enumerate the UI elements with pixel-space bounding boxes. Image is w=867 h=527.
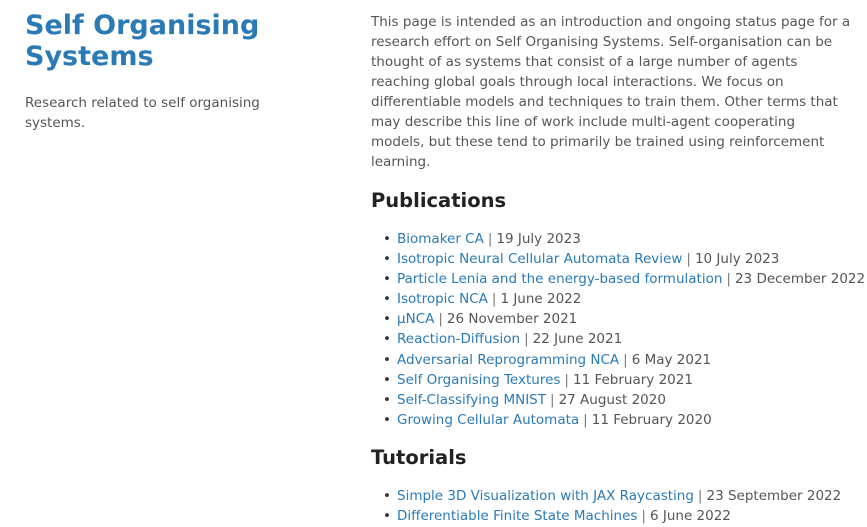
- tutorial-date: 23 September 2022: [706, 487, 842, 504]
- publication-date: 23 December 2022: [734, 271, 866, 288]
- sidebar: [25, 10, 275, 133]
- bullet-icon: •: [383, 371, 391, 388]
- publication-link[interactable]: μNCA: [397, 311, 435, 328]
- separator: |: [491, 291, 497, 308]
- bullet-icon: •: [383, 291, 391, 308]
- publication-item: [383, 249, 851, 269]
- tutorial-link[interactable]: Simple 3D Visualization with JAX Raycasting: [397, 487, 694, 504]
- separator: |: [550, 391, 555, 408]
- separator: |: [623, 351, 628, 368]
- publication-item: [383, 309, 851, 329]
- publication-date: 1 June 2022: [500, 291, 582, 308]
- site-description: Research related to self organising systems.: [25, 95, 260, 131]
- publication-date: 6 May 2021: [631, 351, 712, 368]
- separator: |: [686, 251, 691, 268]
- publication-item: [383, 350, 851, 370]
- publication-link[interactable]: Adversarial Reprogramming NCA: [397, 351, 620, 368]
- intro-paragraph: This page is intended as an introduction and ongoing status page for a research effort on Self Organising Systems. Self-organisation can be thought of as systems that consist of a large number of agents reaching global goals through local interactions. We focus on differentiable models and techniques to train them. Other terms that may describe this line of work include multi-agent cooperating models, but these tend to primarily be trained using reinforcement learning.: [371, 14, 851, 170]
- bullet-icon: •: [383, 391, 391, 408]
- tutorial-link[interactable]: Differentiable Finite State Machines: [397, 508, 638, 525]
- publication-item: [383, 329, 851, 349]
- separator: |: [726, 271, 731, 288]
- site-title[interactable]: Self Organising Systems: [25, 10, 260, 72]
- bullet-icon: •: [383, 351, 391, 368]
- separator: |: [564, 371, 569, 388]
- tutorials-list: [371, 486, 851, 526]
- separator: |: [583, 411, 588, 428]
- tutorials-heading: Tutorials: [371, 445, 467, 469]
- main-content: [371, 12, 866, 526]
- publication-item: [383, 390, 851, 410]
- publication-date: 11 February 2020: [591, 411, 712, 428]
- publications-heading: Publications: [371, 189, 507, 212]
- publication-date: 19 July 2023: [496, 231, 581, 247]
- tutorial-date: 6 June 2022: [649, 508, 731, 525]
- bullet-icon: •: [383, 231, 391, 247]
- tutorial-item: [383, 506, 851, 526]
- publication-link[interactable]: Biomaker CA: [397, 231, 484, 247]
- publication-date: 10 July 2023: [694, 251, 780, 268]
- bullet-icon: •: [383, 251, 391, 268]
- publication-link[interactable]: Isotropic NCA: [397, 291, 488, 308]
- publication-item: [383, 410, 851, 430]
- separator: |: [641, 508, 646, 525]
- bullet-icon: •: [383, 411, 391, 428]
- publication-date: 22 June 2021: [532, 331, 623, 348]
- publication-item: [383, 269, 866, 289]
- publication-link[interactable]: Growing Cellular Automata: [397, 411, 580, 428]
- tutorial-item: [383, 486, 851, 506]
- publication-item: [383, 229, 851, 249]
- publication-link[interactable]: Reaction-Diffusion: [397, 331, 521, 348]
- separator: |: [524, 331, 529, 348]
- publication-date: 26 November 2021: [446, 311, 578, 328]
- publication-date: 27 August 2020: [558, 391, 666, 408]
- publication-link[interactable]: Isotropic Neural Cellular Automata Review: [397, 251, 683, 268]
- separator: |: [697, 487, 703, 504]
- publications-list: [371, 229, 866, 430]
- publication-item: [383, 370, 851, 390]
- bullet-icon: •: [383, 331, 391, 348]
- separator: |: [438, 311, 443, 328]
- bullet-icon: •: [383, 487, 391, 504]
- publication-link[interactable]: Self-Classifying MNIST: [397, 391, 546, 408]
- bullet-icon: •: [383, 311, 391, 328]
- separator: |: [487, 231, 493, 247]
- bullet-icon: •: [383, 271, 391, 288]
- publication-item: [383, 289, 851, 309]
- publication-link[interactable]: Particle Lenia and the energy-based formulation: [397, 271, 723, 288]
- bullet-icon: •: [383, 508, 391, 525]
- publication-date: 11 February 2021: [572, 371, 693, 388]
- publication-link[interactable]: Self Organising Textures: [397, 371, 561, 388]
